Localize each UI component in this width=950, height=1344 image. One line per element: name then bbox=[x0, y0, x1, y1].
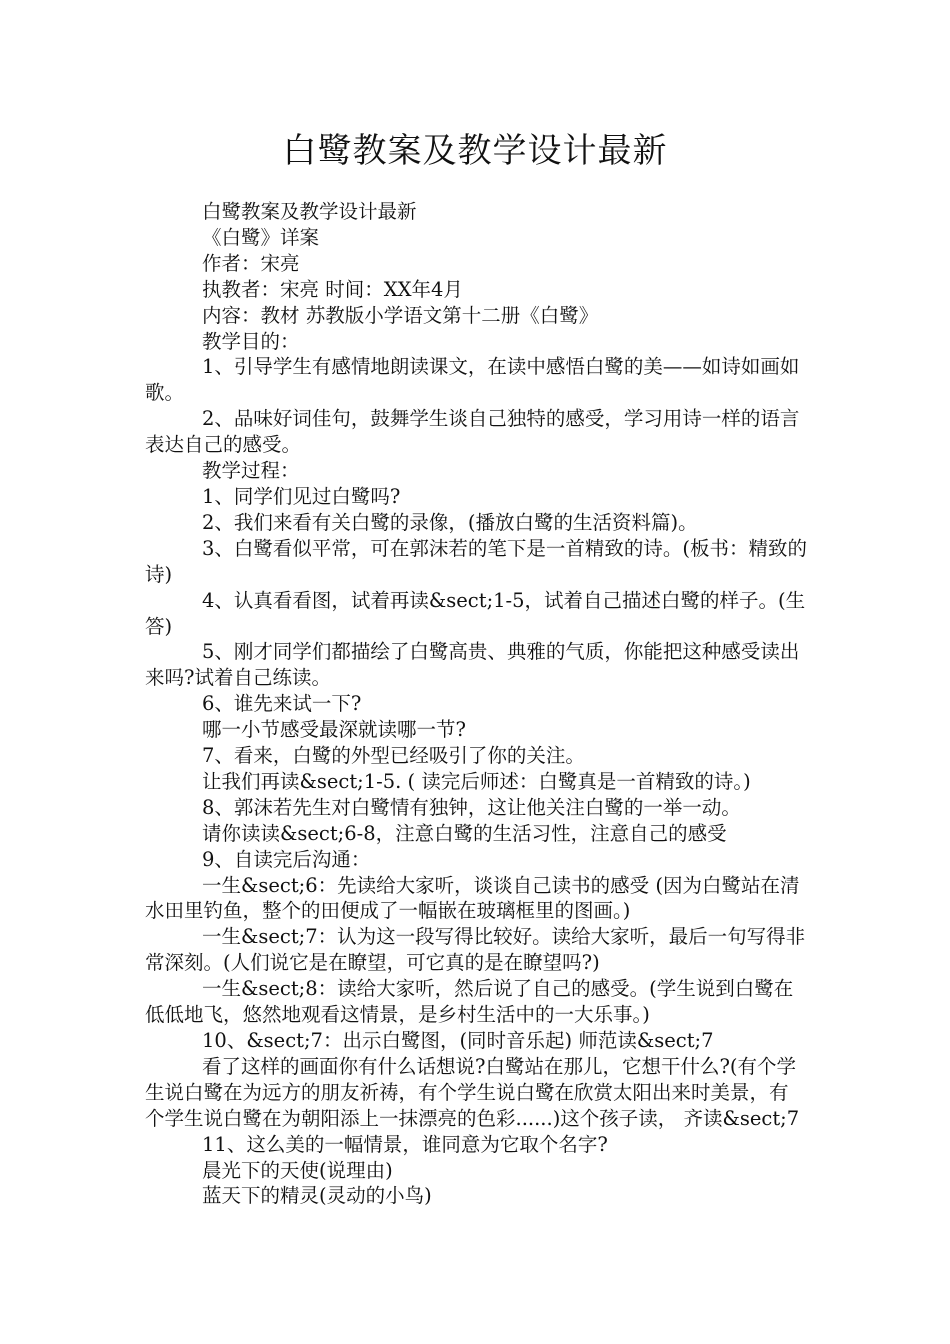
paragraph: 内容：教材 苏教版小学语文第十二册《白鹭》 bbox=[202, 303, 599, 327]
paragraph: 白鹭教案及教学设计最新 bbox=[202, 200, 417, 223]
paragraph: 6、谁先来试一下? bbox=[202, 692, 362, 716]
paragraph: 4、认真看看图，试着再读&sect;1-5，试着自己描述白鹭的样子。(生答) bbox=[145, 588, 806, 638]
paragraph: 2、我们来看有关白鹭的录像，(播放白鹭的生活资料篇)。 bbox=[202, 510, 698, 534]
paragraph: 作者：宋亮 bbox=[202, 251, 300, 275]
paragraph: 7、看来，白鹭的外型已经吸引了你的关注。 bbox=[202, 744, 585, 768]
paragraph: 哪一小节感受最深就读哪一节? bbox=[202, 718, 466, 742]
paragraph: 1、同学们见过白鹭吗? bbox=[202, 484, 401, 508]
paragraph: 教学过程： bbox=[202, 459, 300, 483]
paragraph: 1、引导学生有感情地朗读课文，在读中感悟白鹭的美——如诗如画如歌。 bbox=[145, 355, 800, 405]
paragraph: 2、品味好词佳句，鼓舞学生谈自己独特的感受，学习用诗一样的语言表达自己的感受。 bbox=[145, 407, 800, 457]
paragraph: 一生&sect;7：认为这一段写得比较好。读给大家听，最后一句写得非常深刻。(人们说它是在瞭望，可它真的是在瞭望吗?) bbox=[145, 925, 806, 975]
paragraph: 8、郭沫若先生对白鹭情有独钟，这让他关注白鹭的一举一动。 bbox=[202, 795, 741, 819]
paragraph: 11、这么美的一幅情景，谁同意为它取个名字? bbox=[202, 1132, 608, 1156]
paragraph: 5、刚才同学们都描绘了白鹭高贵、典雅的气质，你能把这种感受读出来吗?试着自己练读。 bbox=[145, 640, 800, 690]
paragraph: 一生&sect;8：读给大家听，然后说了自己的感受。(学生说到白鹭在低低地飞，悠然地观看这情景，是乡村生活中的一大乐事。) bbox=[145, 977, 794, 1027]
paragraph: 晨光下的天使(说理由) bbox=[202, 1158, 393, 1182]
paragraph: 看了这样的画面你有什么话想说?白鹭站在那儿，它想干什么?(有个学生说白鹭在为远方的朋友祈祷，有个学生说白鹭在欣赏太阳出来时美景，有个学生说白鹭在为朝阳添上一抹漂亮的色彩......)这个孩子读， 齐读&sect;7 bbox=[145, 1054, 800, 1130]
paragraph: 3、白鹭看似平常，可在郭沫若的笔下是一首精致的诗。(板书：精致的诗) bbox=[145, 536, 808, 586]
paragraph: 《白鹭》详案 bbox=[202, 225, 320, 249]
paragraph: 教学目的： bbox=[202, 329, 300, 353]
paragraph: 一生&sect;6：先读给大家听，谈谈自己读书的感受 (因为白鹭站在清水田里钓鱼，整个的田便成了一幅嵌在玻璃框里的图画。) bbox=[145, 873, 800, 923]
document-title: 白鹭教案及教学设计最新 bbox=[282, 131, 668, 171]
paragraph: 蓝天下的精灵(灵动的小鸟) bbox=[202, 1184, 432, 1208]
paragraph: 请你读读&sect;6-8，注意白鹭的生活习性，注意自己的感受 bbox=[202, 821, 727, 845]
document-body bbox=[145, 199, 807, 1209]
paragraph: 9、自读完后沟通： bbox=[202, 847, 371, 871]
paragraph: 让我们再读&sect;1-5. ( 读完后师述：白鹭真是一首精致的诗。) bbox=[202, 769, 751, 793]
paragraph: 执教者：宋亮 时间：XX年4月 bbox=[202, 277, 463, 301]
paragraph: 10、&sect;7：出示白鹭图，(同时音乐起) 师范读&sect;7 bbox=[202, 1029, 714, 1052]
